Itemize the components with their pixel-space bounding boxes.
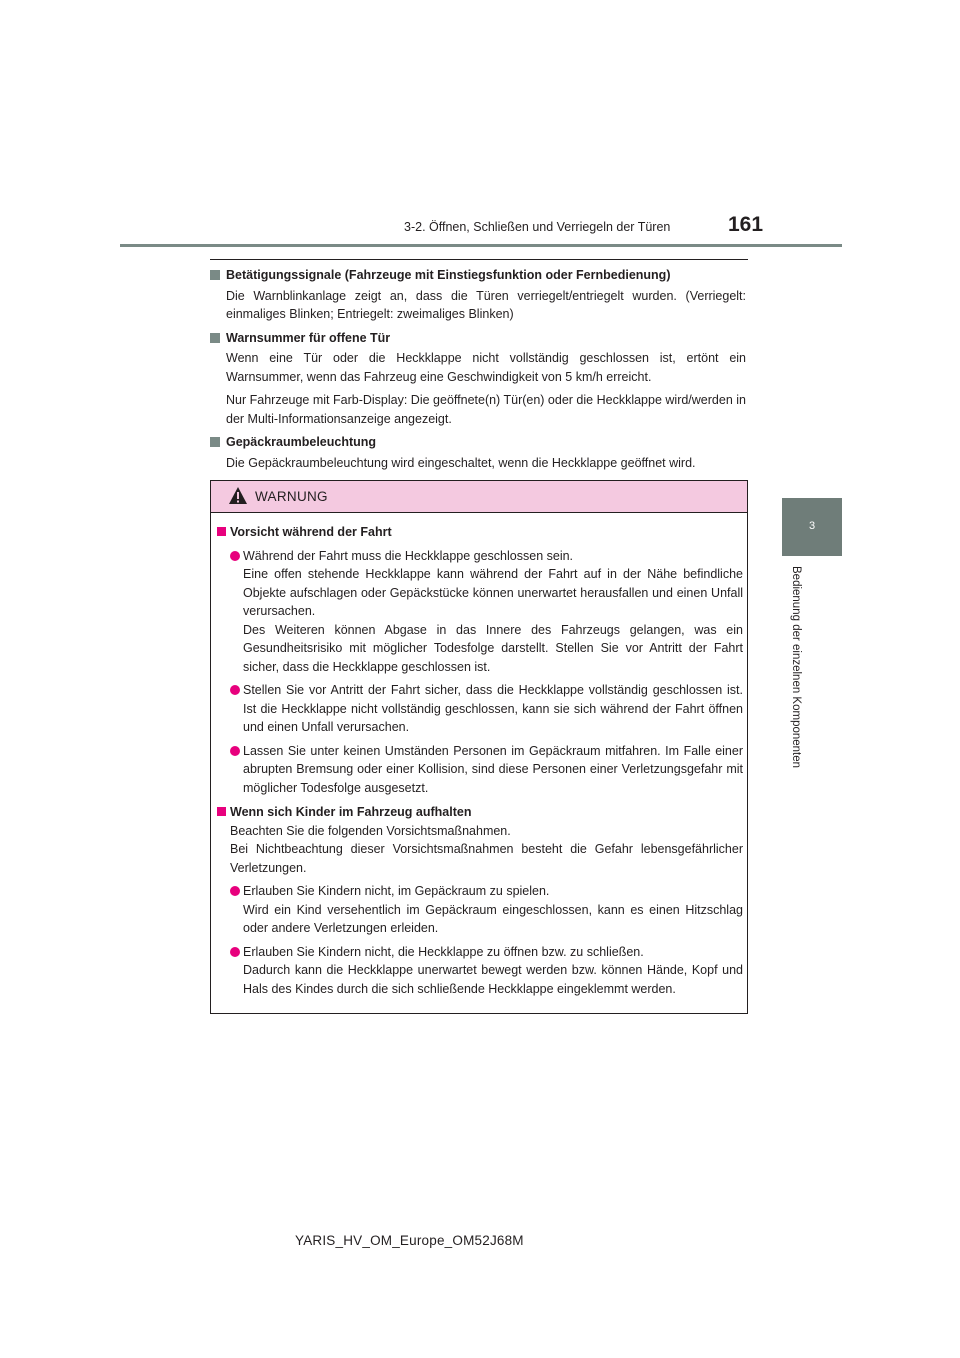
section-door-buzzer bbox=[210, 329, 746, 429]
circle-bullet-icon bbox=[230, 746, 240, 756]
warning-intro: Beachten Sie die folgenden Vorsichtsmaßnahmen. Bei Nichtbeachtung dieser Vorsichtsmaßnahmen besteht die Gefahr lebensgefährlicher Verletzungen. bbox=[230, 823, 743, 875]
square-bullet-icon bbox=[210, 437, 220, 447]
warning-heading: Wenn sich Kinder im Fahrzeug aufhalten bbox=[230, 805, 472, 819]
square-bullet-icon bbox=[217, 807, 226, 816]
square-bullet-icon bbox=[217, 527, 226, 536]
warning-header bbox=[211, 481, 747, 513]
circle-bullet-icon bbox=[230, 947, 240, 957]
section-luggage-light bbox=[210, 433, 746, 472]
paragraph: Nur Fahrzeuge mit Farb-Display: Die geöffnete(n) Tür(en) oder die Heckklappe wird/werden in der Multi-Informationsanzeige angezeigt. bbox=[226, 393, 746, 426]
warning-label: WARNUNG bbox=[255, 489, 328, 504]
main-content bbox=[210, 266, 746, 477]
square-bullet-icon bbox=[210, 270, 220, 280]
circle-bullet-icon bbox=[230, 551, 240, 561]
document-id-footer: YARIS_HV_OM_Europe_OM52J68M bbox=[295, 1233, 524, 1248]
paragraph: Die Warnblinkanlage zeigt an, dass die Türen verriegelt/entriegelt wurden. (Verriegelt: einmaliges Blinken; Entriegelt: zweimaliges Blinken) bbox=[226, 288, 746, 321]
warning-section-driving bbox=[217, 523, 743, 797]
content-top-rule bbox=[210, 259, 748, 260]
warning-triangle-icon bbox=[228, 486, 248, 505]
section-heading: Warnsummer für offene Tür bbox=[226, 330, 391, 345]
chapter-label: Bedienung der einzelnen Komponenten bbox=[790, 566, 802, 769]
warning-bullet: Lassen Sie unter keinen Umständen Personen im Gepäckraum mitfahren. Im Falle einer abrupten Bremsung oder einer Kollision, sind diese Personen einer Verletzungsgefahr mit möglicher Todesfolge ausgesetzt. bbox=[217, 742, 743, 798]
warning-box bbox=[210, 480, 748, 1014]
section-heading: Betätigungssignale (Fahrzeuge mit Einstiegsfunktion oder Fernbedienung) bbox=[226, 268, 671, 282]
square-bullet-icon bbox=[210, 333, 220, 343]
header-rule bbox=[120, 244, 842, 247]
warning-section-children bbox=[217, 803, 743, 998]
warning-bullet: Stellen Sie vor Antritt der Fahrt sicher, dass die Heckklappe vollständig geschlossen ist. Ist die Heckklappe nicht vollständig geschlossen, kann sie sich während der Fahrt öffnen und einen Unfall verursachen. bbox=[217, 681, 743, 737]
paragraph: Wenn eine Tür oder die Heckklappe nicht vollständig geschlossen ist, ertönt ein Warnsummer, wenn das Fahrzeug eine Geschwindigkeit von 5 km/h erreicht. bbox=[226, 351, 746, 384]
warning-body bbox=[217, 523, 743, 1004]
circle-bullet-icon bbox=[230, 685, 240, 695]
section-signals bbox=[210, 266, 746, 324]
circle-bullet-icon bbox=[230, 886, 240, 896]
section-title: 3-2. Öffnen, Schließen und Verriegeln der Türen bbox=[404, 220, 671, 234]
paragraph: Die Gepäckraumbeleuchtung wird eingeschaltet, wenn die Heckklappe geöffnet wird. bbox=[226, 455, 696, 470]
section-heading: Gepäckraumbeleuchtung bbox=[226, 435, 377, 449]
warning-bullet: Während der Fahrt muss die Heckklappe geschlossen sein. Eine offen stehende Heckklappe kann während der Fahrt auf in der Nähe befindliche Objekte aufschlagen oder Gepäckstücke können unerwartet herausfallen und einen Unfall verursachen. Des Weiteren können Abgase in das Innere des Fahrzeugs gelangen, was ein Gesundheitsrisiko mit möglicher Todesfolge darstellt. Stellen Sie vor Antritt der Fahrt sicher, dass die Heckklappe geschlossen ist. bbox=[217, 547, 743, 677]
warning-bullet: Erlauben Sie Kindern nicht, im Gepäckraum zu spielen. Wird ein Kind versehentlich im Gepäckraum eingeschlossen, kann es einen Hitzschlag oder andere Verletzungen erleiden. bbox=[217, 882, 743, 938]
warning-bullet: Erlauben Sie Kindern nicht, die Heckklappe zu öffnen bzw. zu schließen. Dadurch kann die Heckklappe unerwartet bewegt werden bzw. können Hände, Kopf und Hals des Kindes durch die sich schließende Heckklappe eingeklemmt werden. bbox=[217, 943, 743, 999]
chapter-number: 3 bbox=[808, 520, 816, 532]
page-number: 161 bbox=[728, 213, 764, 236]
warning-heading: Vorsicht während der Fahrt bbox=[230, 525, 392, 539]
